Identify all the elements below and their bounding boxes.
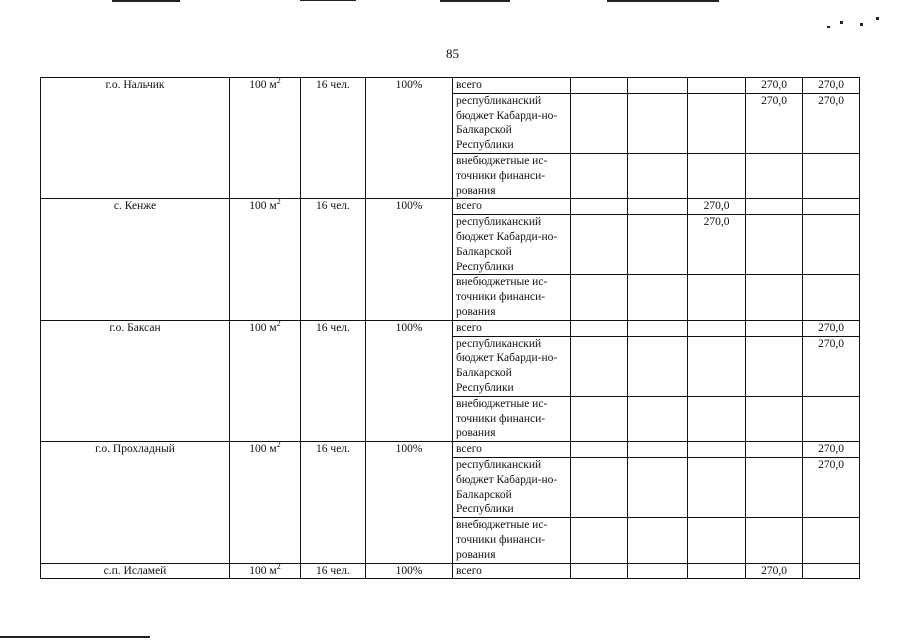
- amount-cell: 270,0: [803, 78, 860, 94]
- scan-mark-top-1: [112, 0, 180, 2]
- amount-cell: [688, 518, 746, 563]
- place-cell: г.о. Баксан: [41, 320, 230, 441]
- table-body: [41, 78, 860, 579]
- amount-cell: 270,0: [688, 199, 746, 215]
- amount-cell: [746, 320, 803, 336]
- area-value: 100 м: [249, 321, 277, 334]
- scan-mark-top-4: [607, 0, 719, 2]
- amount-cell: [803, 215, 860, 275]
- area-unit-sup: 2: [276, 318, 281, 328]
- amount-cell: 270,0: [803, 442, 860, 458]
- area-unit-sup: 2: [276, 76, 281, 86]
- scan-dot-4: [876, 17, 879, 20]
- scan-mark-top-2: [300, 0, 356, 1]
- amount-cell: [746, 396, 803, 441]
- amount-cell: [571, 320, 628, 336]
- amount-cell: [628, 78, 688, 94]
- table-row: [41, 563, 860, 579]
- scan-mark-top-3: [440, 0, 510, 2]
- area-value: 100 м: [249, 443, 277, 456]
- amount-cell: [571, 336, 628, 396]
- place-cell: с.п. Исламей: [41, 563, 230, 579]
- area-unit-sup: 2: [276, 197, 281, 207]
- amount-cell: 270,0: [688, 215, 746, 275]
- amount-cell: [688, 396, 746, 441]
- amount-cell: [628, 442, 688, 458]
- area-value: 100 м: [249, 79, 277, 91]
- amount-cell: [628, 215, 688, 275]
- place-cell: г.о. Нальчик: [41, 78, 230, 199]
- percent-cell: 100%: [366, 563, 453, 579]
- people-cell: 16 чел.: [301, 199, 366, 320]
- area-cell: [230, 442, 301, 563]
- funding-source-cell: всего: [453, 78, 571, 94]
- area-value: 100 м: [249, 564, 277, 577]
- people-cell: 16 чел.: [301, 442, 366, 563]
- place-cell: с. Кенже: [41, 199, 230, 320]
- scan-dot-2: [840, 21, 843, 24]
- amount-cell: [688, 563, 746, 579]
- funding-source-cell: всего: [453, 563, 571, 579]
- funding-source-cell: всего: [453, 320, 571, 336]
- amount-cell: [803, 396, 860, 441]
- percent-cell: 100%: [366, 199, 453, 320]
- percent-cell: 100%: [366, 442, 453, 563]
- table-row: [41, 199, 860, 215]
- funding-source-cell: всего: [453, 199, 571, 215]
- amount-cell: [628, 336, 688, 396]
- amount-cell: 270,0: [803, 93, 860, 153]
- area-cell: [230, 563, 301, 579]
- amount-cell: 270,0: [803, 457, 860, 517]
- funding-source-cell: республиканский бюджет Кабарди-но-Балкарской Республики: [453, 215, 571, 275]
- scan-mark-bottom: [0, 636, 150, 638]
- people-cell: 16 чел.: [301, 563, 366, 579]
- amount-cell: [628, 199, 688, 215]
- amount-cell: [571, 93, 628, 153]
- people-cell: 16 чел.: [301, 320, 366, 441]
- amount-cell: [746, 518, 803, 563]
- amount-cell: [571, 199, 628, 215]
- amount-cell: [688, 336, 746, 396]
- amount-cell: [688, 457, 746, 517]
- amount-cell: [628, 457, 688, 517]
- amount-cell: [571, 396, 628, 441]
- amount-cell: [628, 563, 688, 579]
- area-value: 100 м: [249, 200, 277, 213]
- area-unit-sup: 2: [276, 561, 281, 571]
- amount-cell: [628, 275, 688, 320]
- amount-cell: 270,0: [746, 563, 803, 579]
- amount-cell: 270,0: [803, 320, 860, 336]
- amount-cell: [571, 78, 628, 94]
- amount-cell: [803, 518, 860, 563]
- amount-cell: [746, 442, 803, 458]
- budget-table: [40, 77, 860, 579]
- amount-cell: [688, 153, 746, 198]
- amount-cell: [571, 275, 628, 320]
- amount-cell: [746, 275, 803, 320]
- amount-cell: [628, 518, 688, 563]
- amount-cell: [628, 153, 688, 198]
- amount-cell: [746, 457, 803, 517]
- amount-cell: [688, 442, 746, 458]
- table-row: [41, 320, 860, 336]
- amount-cell: [571, 457, 628, 517]
- amount-cell: [571, 215, 628, 275]
- amount-cell: [688, 275, 746, 320]
- amount-cell: [628, 396, 688, 441]
- scan-dot-3: [860, 23, 863, 26]
- funding-source-cell: республиканский бюджет Кабарди-но-Балкарской Республики: [453, 93, 571, 153]
- table-row: [41, 78, 860, 94]
- amount-cell: 270,0: [746, 93, 803, 153]
- funding-source-cell: внебюджетные ис-точники финанси-рования: [453, 153, 571, 198]
- percent-cell: 100%: [366, 78, 453, 199]
- funding-source-cell: внебюджетные ис-точники финанси-рования: [453, 275, 571, 320]
- amount-cell: [688, 320, 746, 336]
- funding-source-cell: всего: [453, 442, 571, 458]
- amount-cell: [746, 215, 803, 275]
- amount-cell: [803, 275, 860, 320]
- page-number: 85: [446, 46, 459, 61]
- funding-source-cell: внебюджетные ис-точники финанси-рования: [453, 396, 571, 441]
- amount-cell: [628, 93, 688, 153]
- area-cell: [230, 320, 301, 441]
- amount-cell: [571, 563, 628, 579]
- amount-cell: [571, 518, 628, 563]
- area-cell: [230, 78, 301, 199]
- amount-cell: 270,0: [803, 336, 860, 396]
- people-cell: 16 чел.: [301, 78, 366, 199]
- funding-source-cell: республиканский бюджет Кабарди-но-Балкарской Республики: [453, 336, 571, 396]
- area-cell: [230, 199, 301, 320]
- amount-cell: [803, 199, 860, 215]
- amount-cell: [688, 78, 746, 94]
- amount-cell: [746, 153, 803, 198]
- percent-cell: 100%: [366, 320, 453, 441]
- funding-source-cell: республиканский бюджет Кабарди-но-Балкарской Республики: [453, 457, 571, 517]
- amount-cell: [571, 153, 628, 198]
- amount-cell: [688, 93, 746, 153]
- amount-cell: [628, 320, 688, 336]
- amount-cell: [803, 153, 860, 198]
- amount-cell: [746, 336, 803, 396]
- funding-source-cell: внебюджетные ис-точники финанси-рования: [453, 518, 571, 563]
- area-unit-sup: 2: [276, 440, 281, 450]
- amount-cell: 270,0: [746, 78, 803, 94]
- amount-cell: [803, 563, 860, 579]
- amount-cell: [746, 199, 803, 215]
- scan-dot-1: [827, 26, 830, 28]
- amount-cell: [571, 442, 628, 458]
- place-cell: г.о. Прохладный: [41, 442, 230, 563]
- table-row: [41, 442, 860, 458]
